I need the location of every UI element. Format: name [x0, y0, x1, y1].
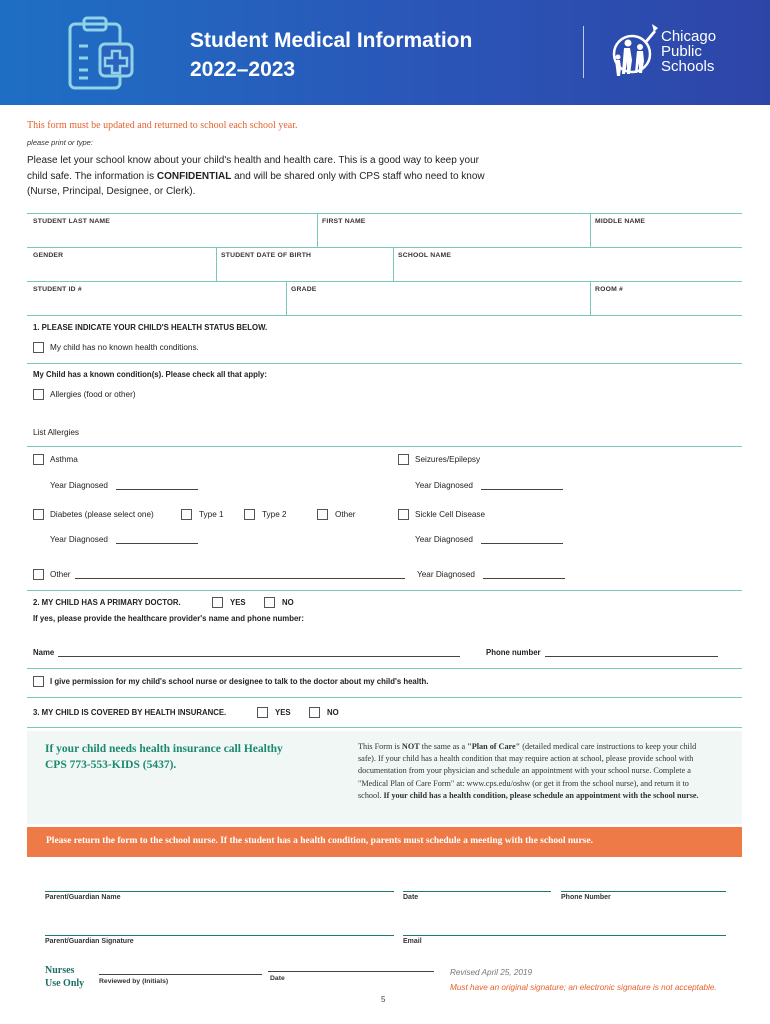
doctor-no-checkbox[interactable]: [264, 597, 275, 608]
allergies-input[interactable]: [80, 428, 740, 438]
seizures-label: Seizures/Epilepsy: [415, 455, 481, 464]
school-name-field[interactable]: [394, 248, 741, 280]
clipboard-medical-icon: [66, 14, 138, 92]
type2-checkbox[interactable]: [244, 509, 255, 520]
reviewed-by-label: Reviewed by (Initials): [99, 978, 169, 985]
insurance-yes-label: YES: [275, 708, 291, 717]
sickle-year-label: Year Diagnosed: [415, 535, 473, 544]
return-notice-bar: [27, 827, 742, 857]
last-name-label: STUDENT LAST NAME: [33, 218, 111, 225]
poc-bold-not: NOT: [401, 742, 420, 751]
doctor-no-label: NO: [282, 598, 294, 607]
poc-bold-plan: "Plan of Care": [467, 742, 521, 751]
insurance-yes-checkbox[interactable]: [257, 707, 268, 718]
school-name-label: SCHOOL NAME: [398, 252, 452, 259]
cps-word-chicago: Chicago: [661, 28, 717, 45]
reviewed-by-input[interactable]: [99, 974, 262, 975]
last-name-field[interactable]: [27, 214, 316, 246]
other-condition-label: Other: [50, 570, 71, 579]
sickle-year-input[interactable]: [481, 543, 563, 544]
phone-number-label: Phone Number: [561, 894, 611, 901]
diabetes-year-input[interactable]: [116, 543, 198, 544]
email-label: Email: [403, 938, 422, 945]
guardian-name-label: Parent/Guardian Name: [45, 894, 121, 901]
sickle-cell-label: Sickle Cell Disease: [415, 510, 486, 519]
intro-confidential: CONFIDENTIAL: [156, 170, 232, 182]
doctor-name-label: Name: [33, 648, 55, 657]
update-notice: This form must be updated and returned to school each school year.: [27, 120, 298, 131]
other-condition-checkbox[interactable]: [33, 569, 44, 580]
guardian-name-input[interactable]: [45, 891, 394, 892]
asthma-year-input[interactable]: [116, 489, 198, 490]
known-conditions-heading: My Child has a known condition(s). Please check all that apply:: [33, 370, 267, 379]
type1-label: Type 1: [199, 510, 224, 519]
plan-of-care-note: [358, 741, 708, 802]
title-line-1: Student Medical Information: [190, 29, 473, 52]
asthma-year-label: Year Diagnosed: [50, 481, 108, 490]
asthma-label: Asthma: [50, 455, 78, 464]
section-rule: [27, 697, 742, 698]
poc-text-1: This Form is: [358, 742, 402, 751]
section-rule: [27, 668, 742, 669]
cps-wordmark: [661, 29, 716, 74]
intro-paragraph: [27, 153, 497, 200]
insurance-no-checkbox[interactable]: [309, 707, 320, 718]
doctor-phone-label: Phone number: [486, 648, 541, 657]
date-input[interactable]: [403, 891, 551, 892]
seizures-year-input[interactable]: [481, 489, 563, 490]
title-line-2: 2022–2023: [190, 58, 296, 81]
doctor-name-input[interactable]: [58, 656, 460, 657]
insurance-no-label: NO: [327, 708, 339, 717]
seizures-year-label: Year Diagnosed: [415, 481, 473, 490]
signature-requirement: Must have an original signature; an electronic signature is not acceptable.: [450, 983, 717, 992]
list-allergies-label: List Allergies: [33, 428, 79, 437]
nurses-line-1: Nurses: [45, 965, 75, 976]
section-1-heading: 1. PLEASE INDICATE YOUR CHILD'S HEALTH STATUS BELOW.: [33, 323, 268, 332]
poc-text-3: (detailed medical care instructions to keep your child safe). If your child has a health condition that may require action at school, please provide school with documentation from your physician and schedule an appointment with your school nurse. Complete a "Medical Plan of Care Form" at: www.cps.edu/oshw (or get it from the school nurse), and return it to school.: [358, 742, 697, 800]
grid-rule: [27, 315, 742, 316]
section-3-heading: 3. MY CHILD IS COVERED BY HEALTH INSURANCE.: [33, 708, 227, 717]
middle-name-label: MIDDLE NAME: [595, 218, 646, 225]
type2-label: Type 2: [262, 510, 287, 519]
section-rule: [27, 727, 742, 728]
gender-field[interactable]: [27, 248, 215, 280]
cps-word-schools: Schools: [661, 58, 715, 75]
nurse-date-input[interactable]: [268, 971, 434, 972]
section-rule: [27, 363, 742, 364]
section-rule: [27, 446, 742, 447]
other-year-label: Year Diagnosed: [417, 570, 475, 579]
asthma-checkbox[interactable]: [33, 454, 44, 465]
permission-checkbox[interactable]: [33, 676, 44, 687]
date-label: Date: [403, 894, 419, 901]
page-title: [190, 26, 472, 84]
diabetes-year-label: Year Diagnosed: [50, 535, 108, 544]
other-condition-input[interactable]: [75, 578, 405, 579]
other-year-input[interactable]: [483, 578, 565, 579]
seizures-checkbox[interactable]: [398, 454, 409, 465]
poc-text-2: the same as a: [419, 742, 468, 751]
grade-field[interactable]: [287, 282, 589, 314]
guardian-signature-input[interactable]: [45, 935, 394, 936]
sickle-cell-checkbox[interactable]: [398, 509, 409, 520]
guardian-signature-label: Parent/Guardian Signature: [45, 938, 134, 945]
cps-word-public: Public: [661, 43, 702, 60]
permission-label: I give permission for my child's school nurse or designee to talk to the doctor about my child's health.: [50, 677, 429, 686]
allergies-checkbox[interactable]: [33, 389, 44, 400]
revised-date: Revised April 25, 2019: [450, 968, 533, 977]
poc-bold-appointment: If your child has a health condition, please schedule an appointment with the school nurse.: [383, 790, 699, 800]
provider-instructions: If yes, please provide the healthcare provider's name and phone number:: [33, 614, 304, 623]
dob-field[interactable]: [217, 248, 392, 280]
diabetes-label: Diabetes (please select one): [50, 510, 154, 519]
room-field[interactable]: [591, 282, 741, 314]
room-label: ROOM #: [595, 286, 624, 293]
print-hint: please print or type:: [27, 138, 93, 147]
type1-checkbox[interactable]: [181, 509, 192, 520]
middle-name-field[interactable]: [591, 214, 741, 246]
doctor-yes-label: YES: [230, 598, 246, 607]
cps-figures-logo-icon: [612, 22, 660, 78]
email-input[interactable]: [403, 935, 726, 936]
intro-text-2: and will be shared only with CPS staff who need to know (Nurse, Principal, Designee, or Clerk).: [27, 170, 485, 197]
nurse-date-label: Date: [270, 975, 285, 982]
diabetes-other-checkbox[interactable]: [317, 509, 328, 520]
allergies-label: Allergies (food or other): [50, 390, 136, 399]
page-number: 5: [381, 995, 386, 1004]
diabetes-checkbox[interactable]: [33, 509, 44, 520]
page-header: [0, 0, 770, 105]
section-2-heading: 2. MY CHILD HAS A PRIMARY DOCTOR.: [33, 598, 181, 607]
grade-label: GRADE: [291, 286, 317, 293]
return-notice-text: Please return the form to the school nurse. If the student has a health condition, parents must schedule a meeting with the school nurse.: [46, 836, 593, 846]
header-divider: [583, 26, 584, 78]
insurance-callout: If your child needs health insurance call Healthy CPS 773-553-KIDS (5437).: [45, 743, 283, 771]
intro-text-1: Please let your school know about your child's health and health care. This is a good way to keep your child safe. The information is: [27, 155, 479, 182]
doctor-phone-input[interactable]: [545, 656, 718, 657]
phone-number-input[interactable]: [561, 891, 726, 892]
section-rule: [27, 590, 742, 591]
nurses-line-2: Use Only: [45, 978, 85, 989]
student-id-label: STUDENT ID #: [33, 286, 82, 293]
nurses-use-only: [45, 964, 84, 990]
student-id-field[interactable]: [27, 282, 285, 314]
no-conditions-label: My child has no known health conditions.: [50, 343, 199, 352]
first-name-label: FIRST NAME: [322, 218, 366, 225]
gender-label: GENDER: [33, 252, 64, 259]
first-name-field[interactable]: [318, 214, 589, 246]
no-conditions-checkbox[interactable]: [33, 342, 44, 353]
doctor-yes-checkbox[interactable]: [212, 597, 223, 608]
diabetes-other-label: Other: [335, 510, 356, 519]
dob-label: STUDENT DATE OF BIRTH: [221, 252, 312, 259]
